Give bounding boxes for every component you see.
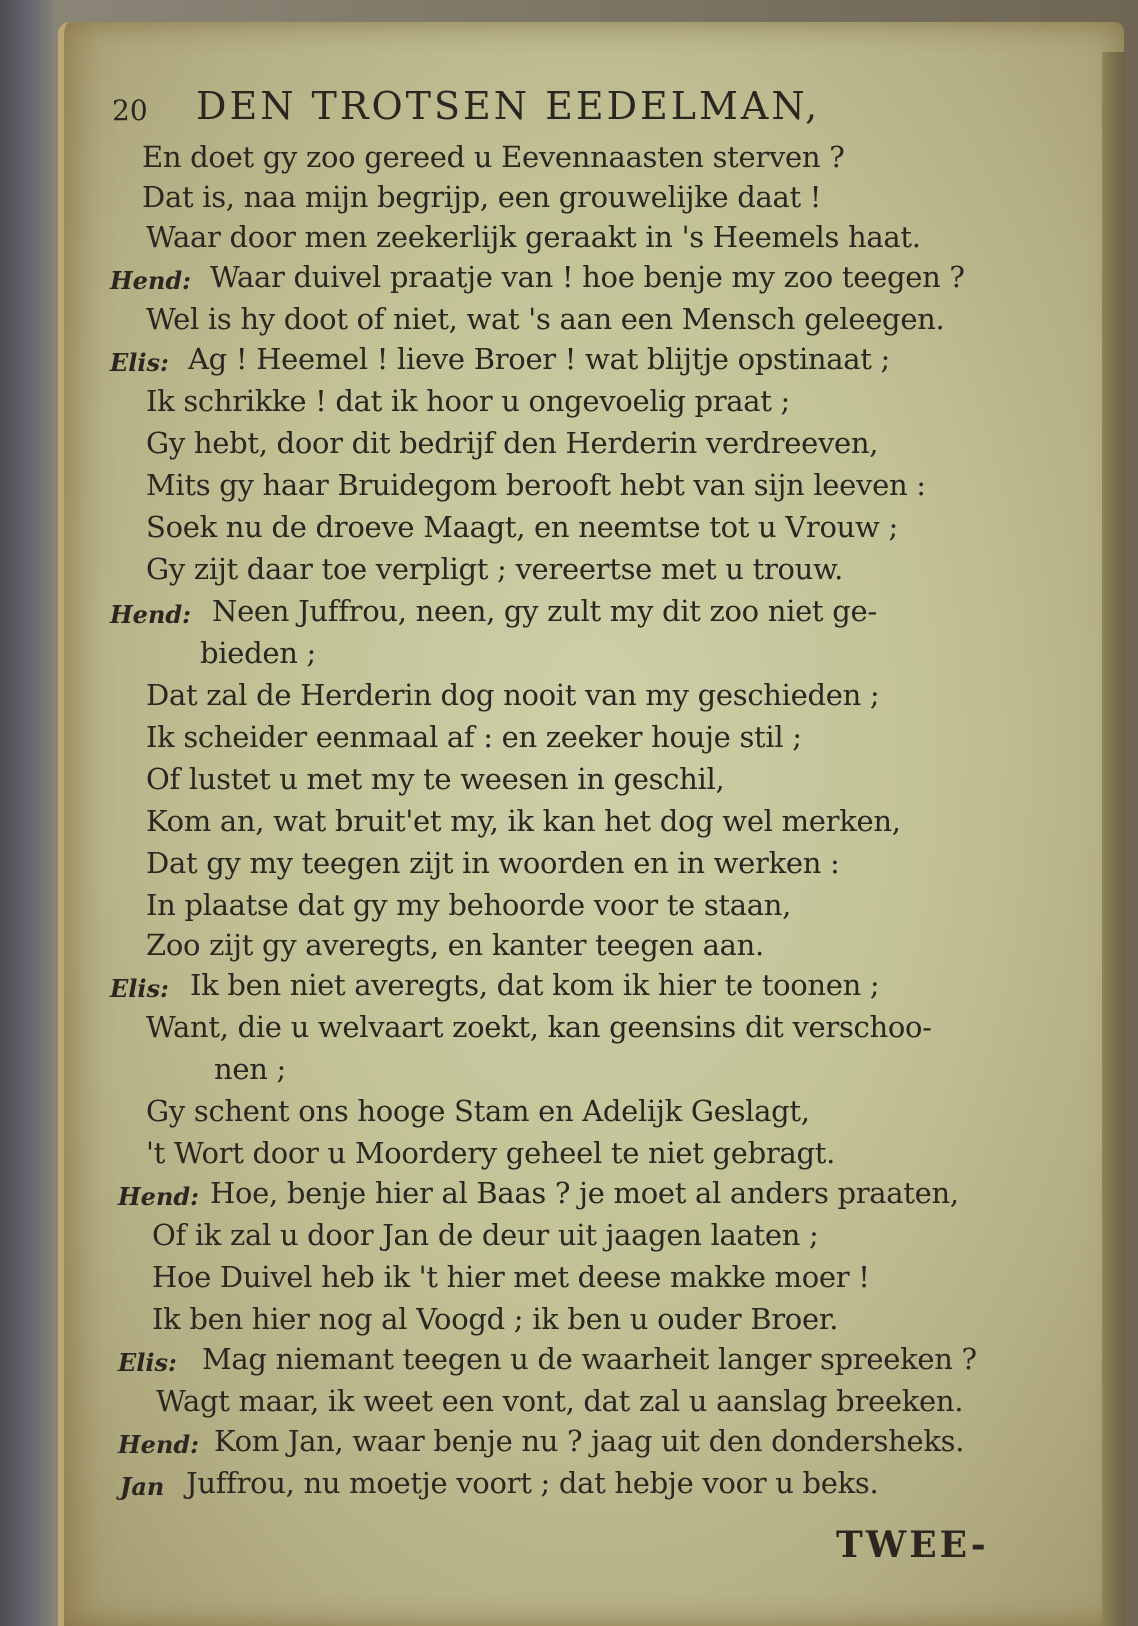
text-line: Of lustet u met my te weesen in geschil, xyxy=(146,762,725,796)
text-line: Of ik zal u door Jan de deur uit jaagen laaten ; xyxy=(152,1218,819,1252)
text-line: bieden ; xyxy=(200,636,316,670)
text-line: Ik scheider eenmaal af : en zeeker houje stil ; xyxy=(146,720,802,754)
text-line: Zoo zijt gy averegts, en kanter teegen aan. xyxy=(146,928,764,962)
text-line: Dat is, naa mijn begrijp, een grouwelijke daat ! xyxy=(142,180,822,214)
speaker-label: Hend: xyxy=(118,1182,200,1211)
text-line: Mits gy haar Bruidegom berooft hebt van sijn leeven : xyxy=(146,468,926,502)
text-line: Kom an, wat bruit'et my, ik kan het dog wel merken, xyxy=(146,804,901,838)
text-line: Juffrou, nu moetje voort ; dat hebje voor u beks. xyxy=(186,1466,879,1500)
text-line: Mag niemant teegen u de waarheit langer spreeken ? xyxy=(202,1342,977,1376)
text-line: Gy zijt daar toe verpligt ; vereertse met u trouw. xyxy=(146,552,844,586)
text-line: Waar door men zeekerlijk geraakt in 's Heemels haat. xyxy=(146,220,921,254)
text-line: Hoe, benje hier al Baas ? je moet al anders praaten, xyxy=(210,1176,959,1210)
text-line: Dat gy my teegen zijt in woorden en in werken : xyxy=(146,846,840,880)
speaker-label: Elis: xyxy=(110,348,169,377)
book-page xyxy=(58,22,1124,1626)
catchword: TWEE- xyxy=(836,1524,989,1566)
page-number: 20 xyxy=(112,94,148,127)
text-line: Hoe Duivel heb ik 't hier met deese makke moer ! xyxy=(152,1260,870,1294)
text-line: Ik ben niet averegts, dat kom ik hier te toonen ; xyxy=(190,968,880,1002)
text-line: Gy hebt, door dit bedrijf den Herderin verdreeven, xyxy=(146,426,879,460)
text-line: Ik schrikke ! dat ik hoor u ongevoelig praat ; xyxy=(146,384,790,418)
speaker-label: Hend: xyxy=(110,600,192,629)
speaker-label: Elis: xyxy=(110,974,169,1003)
text-line: Gy schent ons hooge Stam en Adelijk Geslagt, xyxy=(146,1094,810,1128)
text-line: Soek nu de droeve Maagt, en neemtse tot u Vrouw ; xyxy=(146,510,898,544)
text-line: Neen Juffrou, neen, gy zult my dit zoo niet ge- xyxy=(212,594,877,628)
text-line: Wagt maar, ik weet een vont, dat zal u aanslag breeken. xyxy=(156,1384,964,1418)
text-line: In plaatse dat gy my behoorde voor te staan, xyxy=(146,888,792,922)
text-line: nen ; xyxy=(214,1052,287,1086)
text-line: Waar duivel praatje van ! hoe benje my zoo teegen ? xyxy=(210,260,965,294)
speaker-label: Hend: xyxy=(118,1430,200,1459)
speaker-label: Jan xyxy=(120,1472,165,1501)
text-line: En doet gy zoo gereed u Eevennaasten sterven ? xyxy=(142,140,845,174)
text-line: Dat zal de Herderin dog nooit van my geschieden ; xyxy=(146,678,880,712)
text-line: Kom Jan, waar benje nu ? jaag uit den dondersheks. xyxy=(214,1424,965,1458)
text-line: Ag ! Heemel ! lieve Broer ! wat blijtje opstinaat ; xyxy=(188,342,891,376)
speaker-label: Hend: xyxy=(110,266,192,295)
page-text xyxy=(64,22,1124,1626)
text-line: 't Wort door u Moordery geheel te niet gebragt. xyxy=(146,1136,836,1170)
text-line: Want, die u welvaart zoekt, kan geensins dit verschoo- xyxy=(146,1010,932,1044)
running-head: DEN TROTSEN EEDELMAN, xyxy=(196,84,821,128)
text-line: Wel is hy doot of niet, wat 's aan een Mensch geleegen. xyxy=(146,302,945,336)
speaker-label: Elis: xyxy=(118,1348,177,1377)
text-line: Ik ben hier nog al Voogd ; ik ben u ouder Broer. xyxy=(152,1302,839,1336)
